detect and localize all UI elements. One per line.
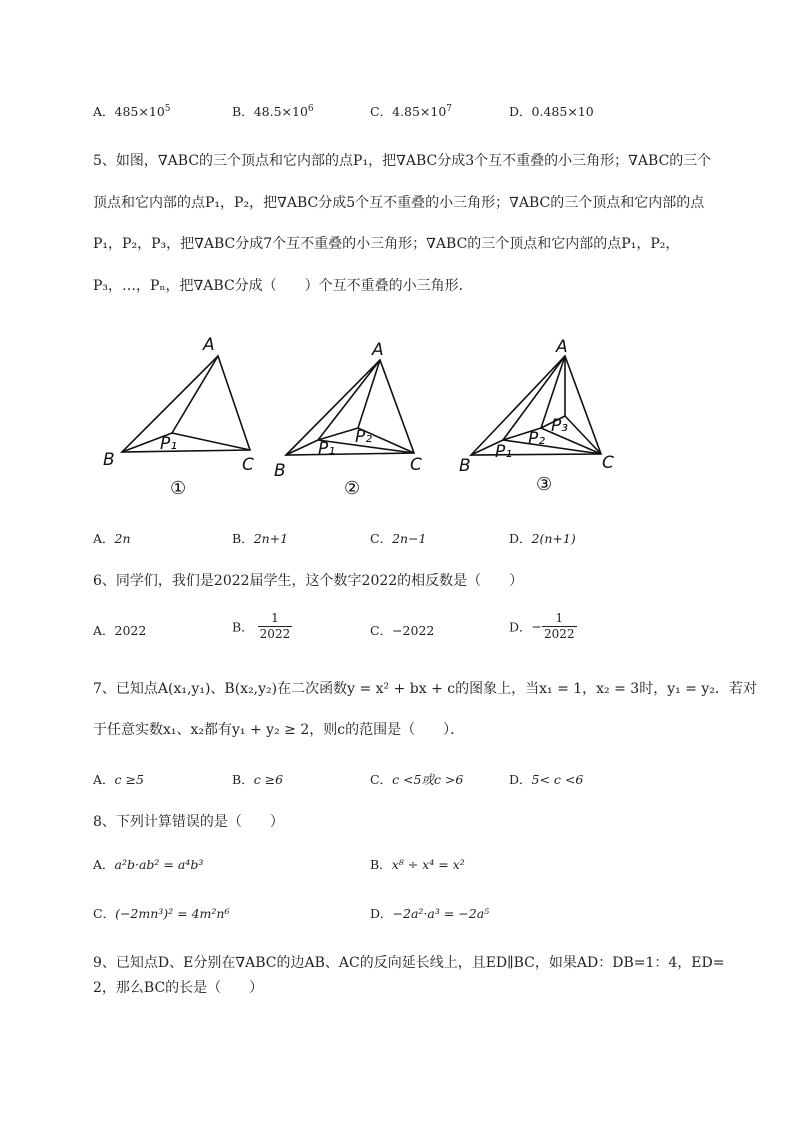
- q8-option-a: A．a²b·ab² = a⁴b³: [93, 857, 204, 872]
- q6-text: 6、同学们，我们是2022届学生，这个数字2022的相反数是（ ）: [93, 573, 524, 589]
- q5-line-2: 顶点和它内部的点P₁，P₂，把∇ABC分成5个互不重叠的小三角形；∇ABC的三个顶点和它内部的点: [93, 195, 705, 211]
- q4-option-b: B．$48.5\times 10^6$: [232, 103, 314, 119]
- triangle-figure-3: [455, 330, 625, 500]
- q4-option-d: D．0.485×10: [509, 104, 594, 119]
- q7-option-c: C．c <5或c >6: [370, 772, 464, 787]
- label-a: A: [203, 335, 215, 355]
- q5-line-3: P₁，P₂，P₃，把∇ABC分成7个互不重叠的小三角形；∇ABC的三个顶点和它内部的点P₁，P₂，: [93, 236, 680, 252]
- q5-line-4: P₃，…，Pₙ，把∇ABC分成（ ）个互不重叠的小三角形．: [93, 278, 473, 294]
- label-b: B: [103, 450, 115, 470]
- q6-option-c: C．−2022: [370, 623, 435, 638]
- figure-number-3: ③: [536, 474, 553, 495]
- q7-option-b: B．c ≥6: [232, 772, 284, 787]
- label-a: A: [372, 340, 384, 360]
- figure-number-1: ①: [170, 478, 187, 499]
- q7-line-2: 于任意实数x₁、x₂都有y₁ + y₂ ≥ 2，则c的范围是（ ）．: [93, 722, 465, 738]
- label-c: C: [410, 455, 422, 475]
- q7-option-d: D．5< c <6: [509, 772, 584, 787]
- q5-option-a: A．2n: [93, 531, 131, 546]
- figure-number-2: ②: [344, 478, 361, 499]
- label-p2: P₂: [355, 427, 373, 447]
- label-c: C: [242, 455, 254, 475]
- q7-line-1: 7、已知点A(x₁,y₁)、B(x₂,y₂)在二次函数y = x² + bx + c的图象上，当x₁ = 1，x₂ = 3时，y₁ = y₂．若对: [93, 681, 757, 697]
- q8-text: 8、下列计算错误的是（ ）: [93, 814, 284, 830]
- label-c: C: [602, 453, 614, 473]
- label-p3: P₃: [551, 416, 569, 436]
- label-p1: P₁: [318, 439, 336, 459]
- q6-option-d: D．− $\frac{1}{2022}$: [509, 611, 575, 641]
- q5-option-d: D．2(n+1): [509, 531, 576, 546]
- label-b: B: [459, 456, 471, 476]
- fraction: $\frac{1}{2022}$: [544, 611, 575, 641]
- label-p2: P₂: [528, 429, 546, 449]
- triangle-figure-2: [270, 330, 440, 500]
- q4-option-a: A．$485\times 10^5$: [93, 103, 171, 119]
- q9-line-1: 9、已知点D、E分别在∇ABC的边AB、AC的反向延长线上，且ED∥BC，如果AD：DB=1：4，ED=: [93, 955, 725, 971]
- q9-line-2: 2，那么BC的长是（ ）: [93, 980, 264, 996]
- q7-option-a: A．c ≥5: [93, 772, 144, 787]
- label-b: B: [274, 461, 286, 481]
- q5-line-1: 5、如图，∇ABC的三个顶点和它内部的点P₁，把∇ABC分成3个互不重叠的小三角形；∇ABC的三个: [93, 153, 712, 169]
- q6-option-a: A．2022: [93, 623, 147, 638]
- label-a: A: [556, 337, 568, 357]
- q5-option-b: B．2n+1: [232, 531, 289, 546]
- q4-option-c: C．$4.85\times 10^7$: [370, 103, 453, 119]
- label-p1: P₁: [495, 442, 513, 462]
- label-p1: P₁: [160, 434, 178, 454]
- q8-option-d: D．−2a²·a³ = −2a⁵: [370, 906, 490, 921]
- fraction: $\frac{1}{2022}$: [259, 611, 291, 641]
- q5-option-c: C．2n−1: [370, 531, 427, 546]
- triangle-figure-1: [100, 330, 270, 500]
- q8-option-b: B．x⁸ ÷ x⁴ = x²: [370, 857, 465, 872]
- q6-option-b: B． $\frac{1}{2022}$: [232, 611, 291, 641]
- q8-option-c: C．(−2mn³)² = 4m²n⁶: [93, 906, 230, 921]
